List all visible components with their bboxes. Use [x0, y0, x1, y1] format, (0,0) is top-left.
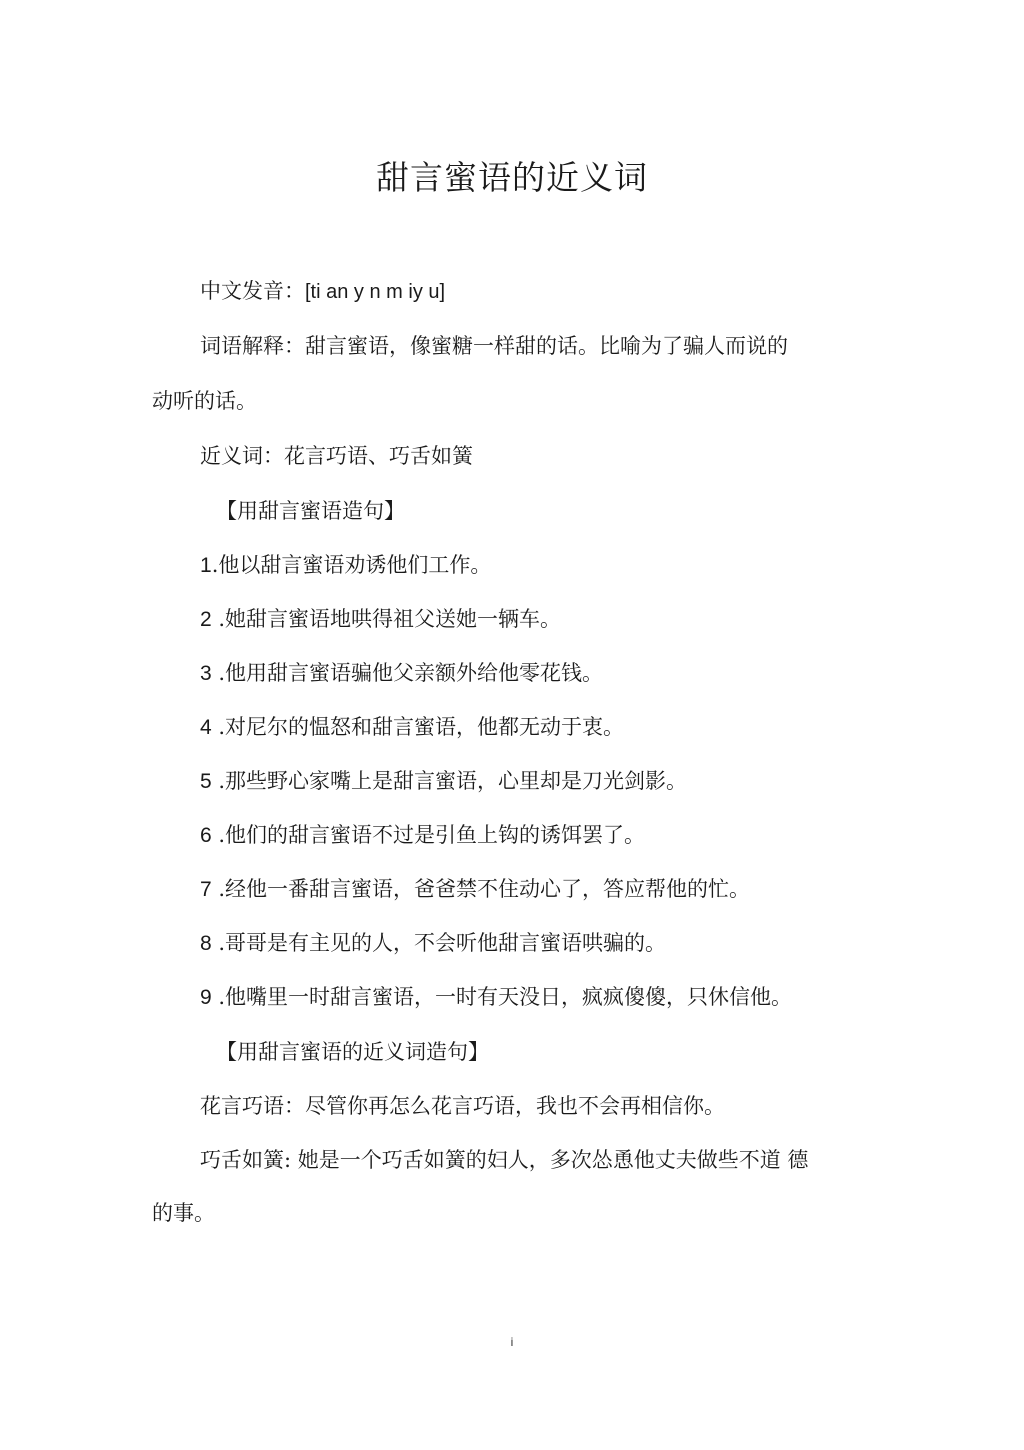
document-title: 甜言蜜语的近义词: [376, 158, 648, 197]
synonym-example-huayan: 花言巧语：尽管你再怎么花言巧语，我也不会再相信你。: [200, 1094, 725, 1118]
sentence-item: [200, 550, 491, 581]
sentence-item: [200, 982, 792, 1013]
sentence-item: [200, 712, 624, 743]
explanation-line-2: 动听的话。: [152, 389, 257, 413]
sentence-text: .对尼尔的愠怒和甜言蜜语，他都无动于衷。: [211, 715, 625, 739]
sentence-item: [200, 658, 603, 689]
pronunciation-value: [ti an y n m iy u]: [305, 281, 446, 303]
sentence-item: [200, 766, 687, 797]
sentence-number: 8: [200, 932, 212, 955]
sentence-number: 3: [200, 662, 212, 685]
sentence-number: 9: [200, 986, 212, 1009]
section-heading-synonym-sentences: 【用甜言蜜语的近义词造句】: [216, 1040, 489, 1064]
sentence-text: .他们的甜言蜜语不过是引鱼上钩的诱饵罢了。: [211, 823, 646, 847]
sentence-text: .他嘴里一时甜言蜜语，一时有天没日，疯疯傻傻，只休信他。: [211, 985, 793, 1009]
sentence-text: .她甜言蜜语地哄得祖父送她一辆车。: [211, 607, 562, 631]
synonym-example-qiaoshe-line-2: 的事。: [152, 1201, 215, 1225]
sentence-number: 6: [200, 824, 212, 847]
sentence-text: .经他一番甜言蜜语，爸爸禁不住动心了，答应帮他的忙。: [211, 877, 751, 901]
sentence-text: .他以甜言蜜语劝诱他们工作。: [211, 553, 492, 577]
pronunciation-line: [200, 276, 445, 307]
sentence-item: [200, 874, 750, 905]
explanation-line-1: 词语解释：甜言蜜语，像蜜糖一样甜的话。比喻为了骗人而说的: [200, 334, 788, 358]
sentence-text: .他用甜言蜜语骗他父亲额外给他零花钱。: [211, 661, 604, 685]
sentence-number: 2: [200, 608, 212, 631]
sentence-number: 4: [200, 716, 212, 739]
sentence-text: .那些野心家嘴上是甜言蜜语，心里却是刀光剑影。: [211, 769, 688, 793]
sentence-text: .哥哥是有主见的人，不会听他甜言蜜语哄骗的。: [211, 931, 667, 955]
synonyms-line: 近义词：花言巧语、巧舌如簧: [200, 444, 473, 468]
sentence-number: 5: [200, 770, 212, 793]
sentence-item: [200, 928, 666, 959]
sentence-item: [200, 604, 561, 635]
page-number: i: [510, 1335, 514, 1349]
sentence-number: 7: [200, 878, 212, 901]
sentence-number: 1: [200, 554, 212, 577]
pronunciation-label: 中文发音：: [200, 279, 305, 303]
synonym-example-qiaoshe-line-1: 巧舌如簧: 她是一个巧舌如簧的妇人，多次怂恿他丈夫做些不道 德: [200, 1148, 809, 1172]
sentence-item: [200, 820, 645, 851]
section-heading-sentences: 【用甜言蜜语造句】: [216, 499, 405, 523]
